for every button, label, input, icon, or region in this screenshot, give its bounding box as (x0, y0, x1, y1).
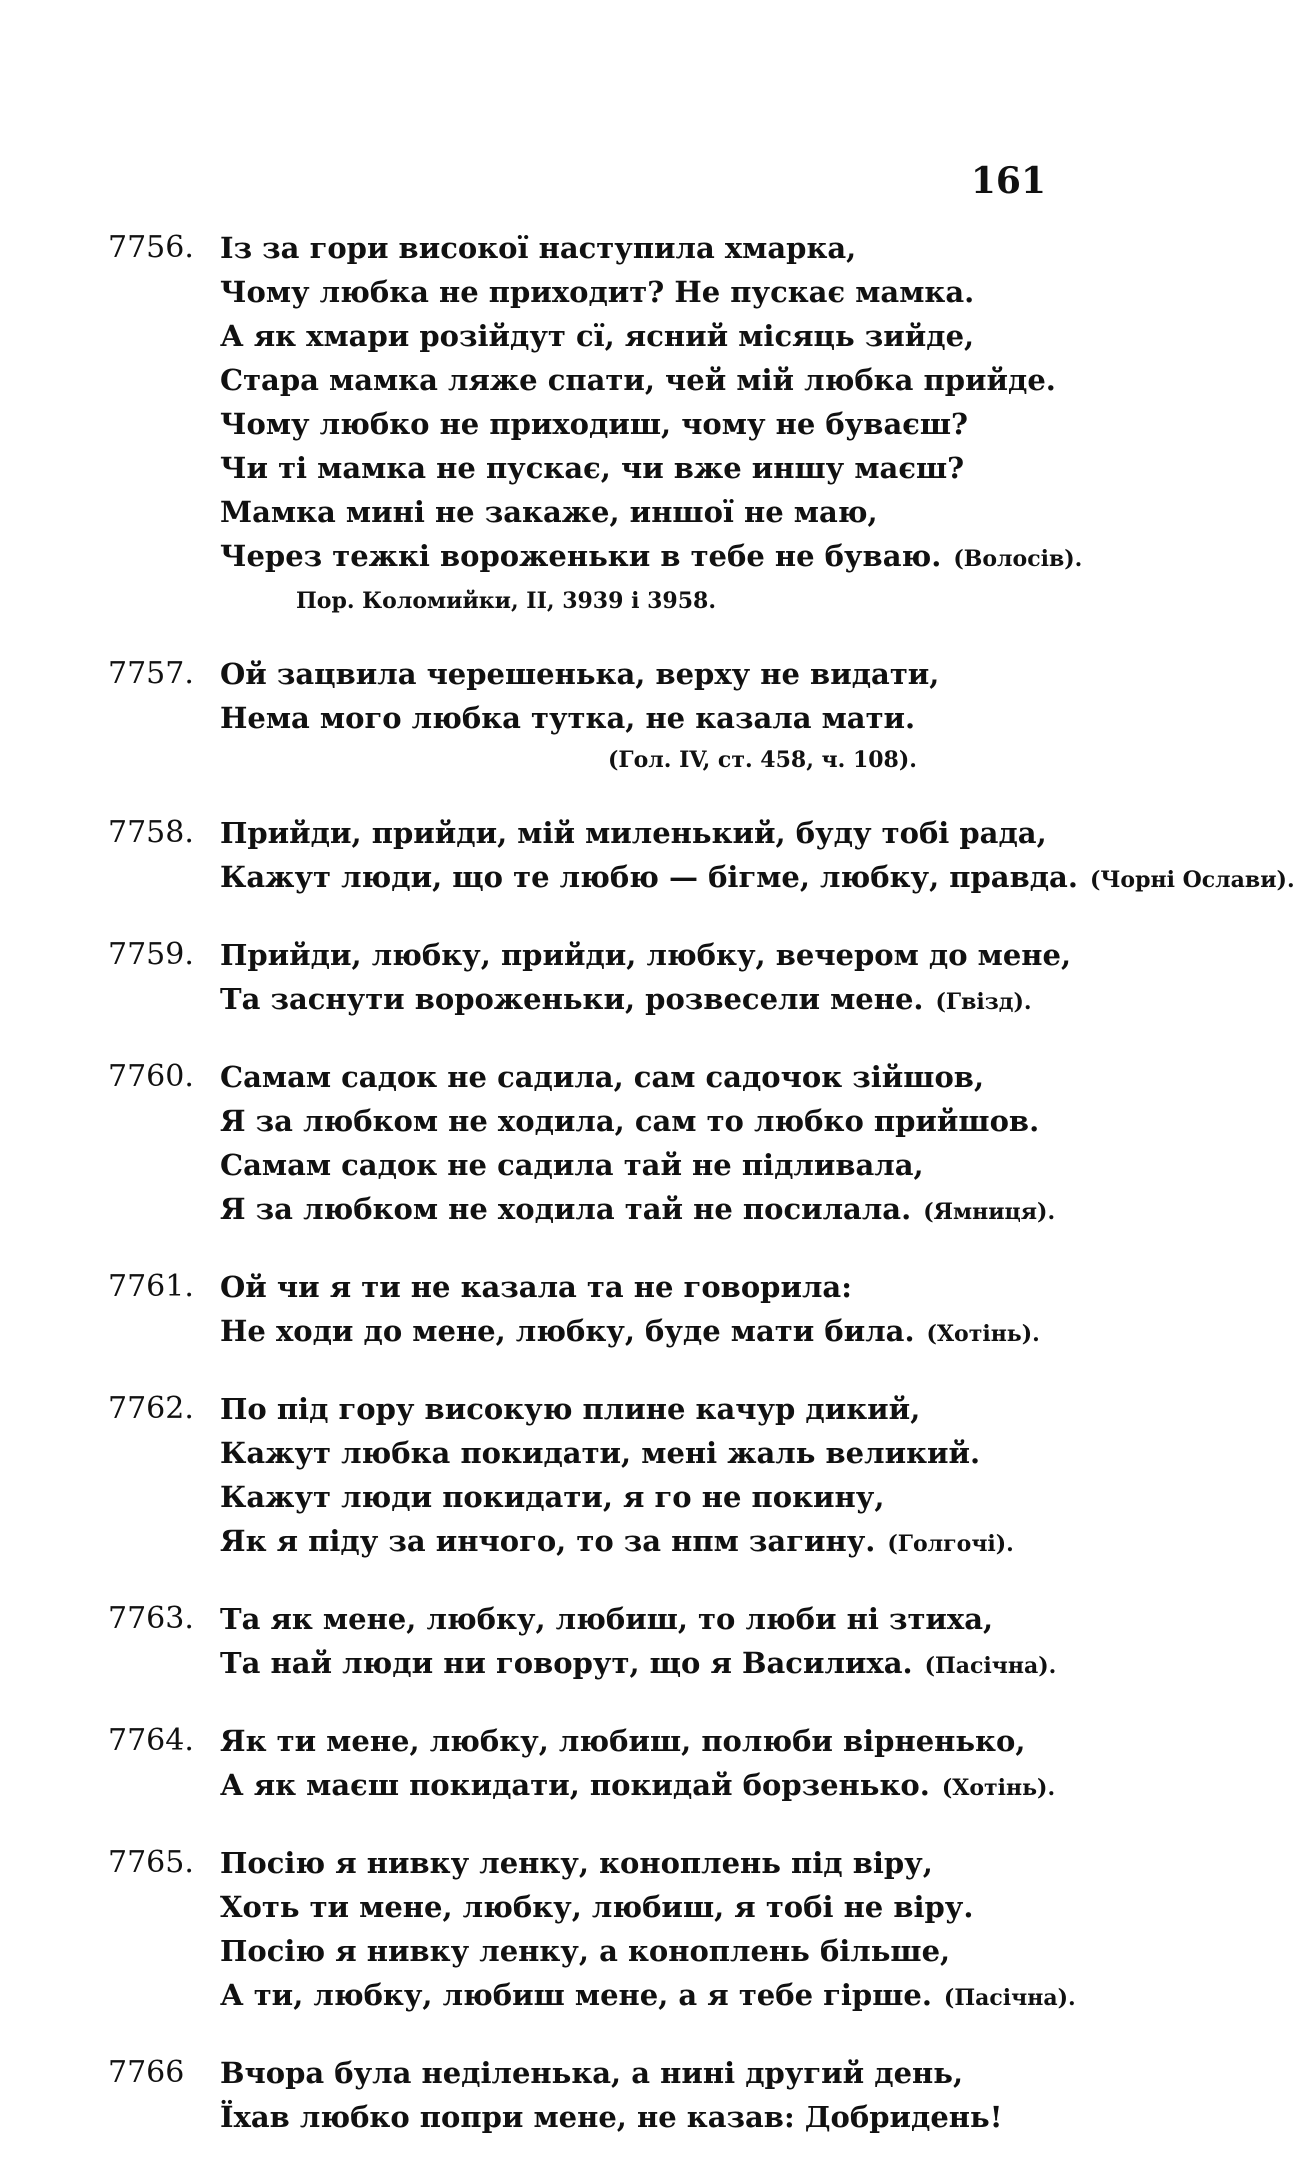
verse-text: По під гору високую плине качур дикий, (220, 1392, 921, 1426)
entry-number: 7765. (108, 1845, 194, 1880)
verse-text: Прийди, прийди, мій миленький, буду тобі рада, (220, 816, 1047, 850)
song-entry (108, 2051, 1048, 2139)
song-entry (108, 1055, 1056, 1234)
verse-line (220, 1597, 1048, 1641)
verse-line (220, 1841, 1048, 1885)
verse-text: Ой зацвила черешенька, верху не видати, (220, 657, 940, 691)
song-entry (108, 1597, 1057, 1688)
entry-number: 7766 (108, 2055, 185, 2090)
song-entry (108, 933, 1072, 1024)
verse-text: А як хмари розійдут сї, ясний місяць зийде, (220, 319, 975, 353)
verse-text: Як я піду за инчого, то за нпм загину. (220, 1524, 876, 1558)
verse-text: Та як мене, любку, любиш, то люби ні зтиха, (220, 1602, 994, 1636)
verse-text: Ой чи я ти не казала та не говорила: (220, 1270, 852, 1304)
verse-text: Посію я нивку ленку, коноплень під віру, (220, 1846, 933, 1880)
verse-text: Я за любком не ходила, сам то любко прийшов. (220, 1104, 1040, 1138)
verse-line (220, 2095, 1048, 2139)
verse-text: Хоть ти мене, любку, любиш, я тобі не віру. (220, 1890, 974, 1924)
entry-number: 7757. (108, 656, 194, 691)
verse-line (220, 358, 1056, 402)
place-source: (Хотінь). (926, 1321, 1040, 1347)
entry-number: 7761. (108, 1269, 194, 1304)
verse-lines (220, 1265, 1048, 1356)
verse-lines (220, 811, 1295, 902)
verse-text: Та заснути вороженьки, розвесели мене. (220, 982, 924, 1016)
verse-line (220, 1885, 1048, 1929)
reference-note: Пор. Коломийки, II, 3939 і 3958. (296, 588, 716, 614)
verse-text: Мамка мині не закаже, иншої не маю, (220, 495, 878, 529)
place-source: (Пасічна). (924, 1653, 1057, 1679)
verse-line (220, 1641, 1057, 1688)
verse-lines (220, 1055, 1056, 1234)
entry-number: 7763. (108, 1601, 194, 1636)
verse-text: Кажут любка покидати, мені жаль великий. (220, 1436, 981, 1470)
verse-line (220, 933, 1072, 977)
place-source: (Гвізд). (935, 989, 1032, 1015)
verse-lines (220, 1387, 1048, 1566)
verse-text: Як ти мене, любку, любиш, полюби вірненько, (220, 1724, 1026, 1758)
verse-line (220, 1475, 1048, 1519)
verse-text: Та най люди ни говорут, що я Василиха. (220, 1646, 913, 1680)
entry-number: 7764. (108, 1723, 194, 1758)
verse-text: Прийди, любку, прийди, любку, вечером до мене, (220, 938, 1072, 972)
verse-line (220, 270, 1048, 314)
verse-lines (220, 1597, 1057, 1688)
verse-lines (220, 1841, 1076, 2020)
entry-number: 7759. (108, 937, 194, 972)
song-entries (108, 226, 1295, 2170)
verse-line (220, 1055, 1048, 1099)
entry-number: 7762. (108, 1391, 194, 1426)
song-entry (108, 1719, 1056, 1810)
verse-line (220, 1519, 1048, 1566)
verse-text: Самам садок не садила тай не підливала, (220, 1148, 924, 1182)
verse-line (220, 1265, 1048, 1309)
place-source: (Голгочі). (887, 1531, 1014, 1557)
verse-text: Вчора була неділенька, а нині другий день, (220, 2056, 964, 2090)
verse-line (220, 1973, 1076, 2020)
verse-text: Не ходи до мене, любку, буде мати била. (220, 1314, 915, 1348)
song-entry (108, 811, 1295, 902)
entry-number: 7758. (108, 815, 194, 850)
verse-text: Через тежкі вороженьки в тебе не буваю. (220, 539, 942, 573)
verse-line (220, 1929, 1048, 1973)
verse-line (220, 226, 1048, 270)
entry-number: 7760. (108, 1059, 194, 1094)
verse-lines (220, 933, 1072, 1024)
verse-line (220, 1143, 1048, 1187)
verse-line (220, 652, 1048, 696)
place-source: (Ямниця). (923, 1199, 1056, 1225)
verse-text: Чому любко не приходиш, чому не буваєш? (220, 407, 969, 441)
verse-line (220, 314, 1048, 358)
verse-lines (220, 652, 1048, 780)
verse-line (220, 534, 1083, 581)
song-entry (108, 1841, 1076, 2020)
verse-line (220, 1431, 1048, 1475)
verse-line (220, 977, 1048, 1024)
reference-note: (Гол. IV, ст. 458, ч. 108). (608, 747, 917, 773)
song-entry (108, 1265, 1048, 1356)
verse-text: А як маєш покидати, покидай борзенько. (220, 1768, 930, 1802)
verse-text: Я за любком не ходила тай не посилала. (220, 1192, 912, 1226)
verse-text: Стара мамка ляже спати, чей мій любка прийде. (220, 363, 1056, 397)
song-entry (108, 226, 1083, 621)
verse-line (220, 811, 1048, 855)
verse-line (220, 855, 1295, 902)
verse-text: Із за гори високої наступила хмарка, (220, 231, 857, 265)
place-source: (Хотінь). (941, 1775, 1056, 1801)
verse-line (220, 402, 1048, 446)
verse-lines (220, 226, 1083, 621)
verse-line (220, 490, 1048, 534)
entry-number: 7756. (108, 230, 194, 265)
verse-line (220, 1763, 1056, 1810)
verse-line (220, 1309, 1048, 1356)
verse-line (220, 1387, 1048, 1431)
verse-text: Кажут люди покидати, я го не покину, (220, 1480, 885, 1514)
verse-line (220, 446, 1048, 490)
verse-text: Посію я нивку ленку, а коноплень більше, (220, 1934, 951, 1968)
song-entry (108, 652, 1048, 780)
verse-line (220, 1187, 1056, 1234)
place-source: (Чорні Ослави). (1089, 867, 1295, 893)
verse-text: Чи ті мамка не пускає, чи вже иншу маєш? (220, 451, 965, 485)
verse-text: Чому любка не приходит? Не пускає мамка. (220, 275, 975, 309)
verse-text: Нема мого любка тутка, не казала мати. (220, 701, 916, 735)
song-entry (108, 1387, 1048, 1566)
verse-text: Їхав любко попри мене, не казав: Добридень! (220, 2100, 1003, 2134)
verse-text: Кажут люди, що те любю — бігме, любку, правда. (220, 860, 1078, 894)
verse-line (220, 696, 1048, 740)
verse-text: Самам садок не садила, сам садочок зійшов, (220, 1060, 985, 1094)
verse-lines (220, 1719, 1056, 1810)
verse-line (220, 1719, 1048, 1763)
verse-line (220, 1099, 1048, 1143)
verse-text: А ти, любку, любиш мене, а я тебе гірше. (220, 1978, 932, 2012)
place-source: (Волосів). (953, 546, 1083, 572)
place-source: (Пасічна). (943, 1985, 1076, 2011)
verse-lines (220, 2051, 1048, 2139)
page-number: 161 (970, 160, 1046, 202)
verse-line (220, 2051, 1048, 2095)
